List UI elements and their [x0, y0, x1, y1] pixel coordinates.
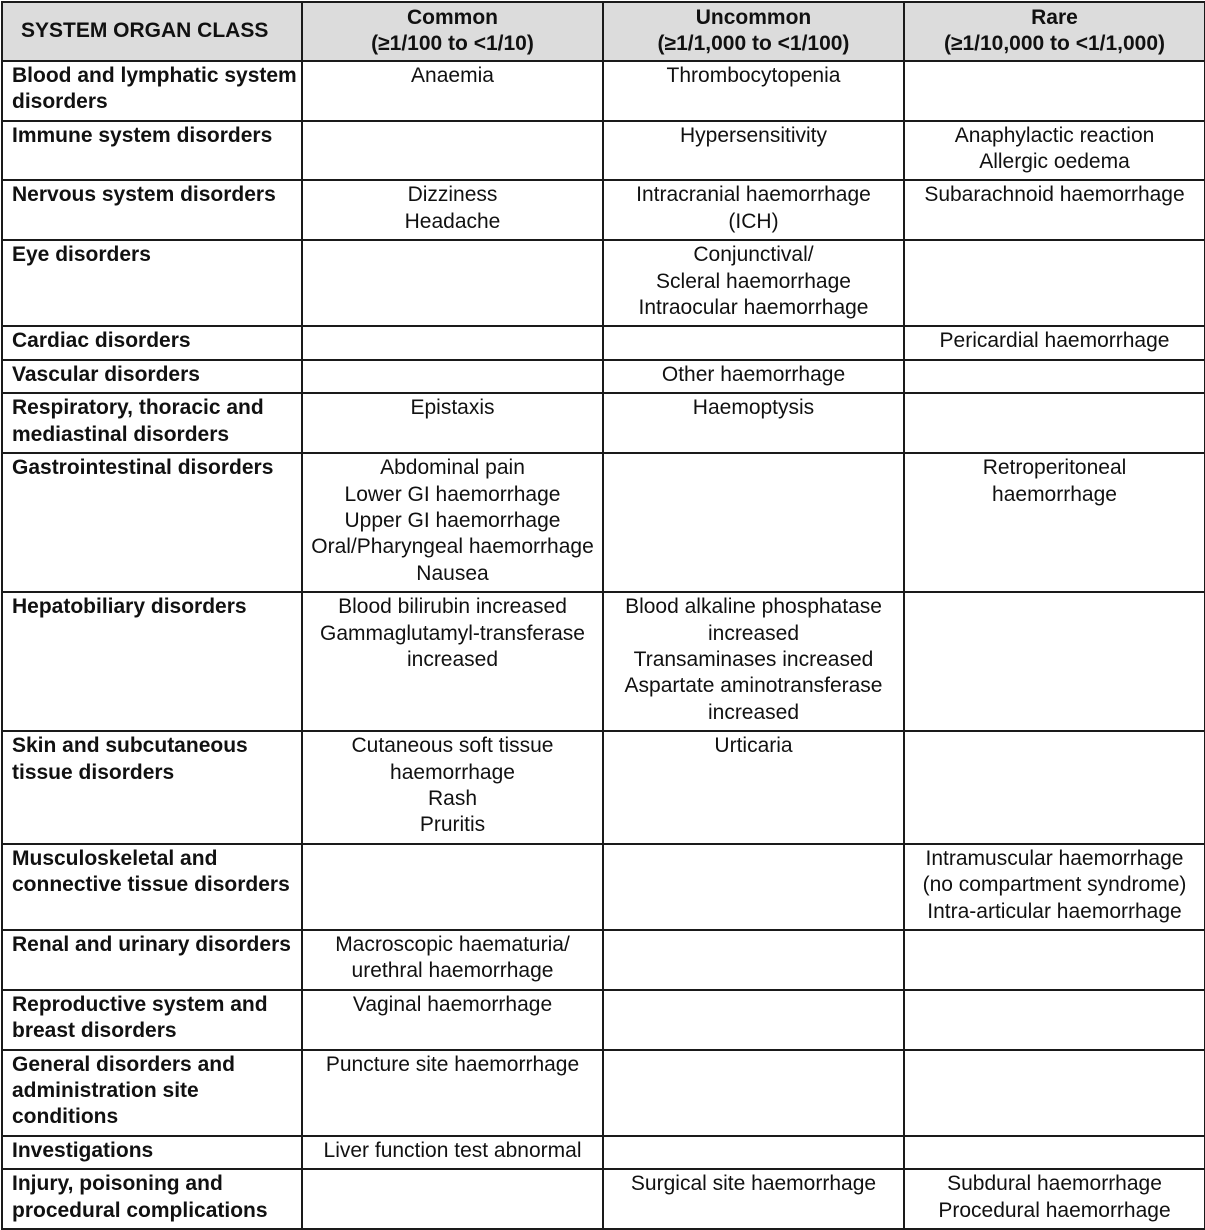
table-row: [2, 180, 1205, 240]
table-row: [2, 1136, 1205, 1169]
rare-frequency-cell: [904, 844, 1205, 930]
column-header-common: [302, 2, 603, 61]
adverse-reaction-term: Vaginal haemorrhage: [352, 992, 553, 1016]
system-organ-class-cell: Nervous system disorders: [2, 180, 302, 240]
adverse-reaction-term: Blood bilirubin increased: [338, 595, 567, 619]
system-organ-class-cell: Skin and subcutaneous tissue disorders: [2, 731, 302, 844]
table-row: [2, 121, 1205, 181]
adverse-reaction-term: Surgical site haemorrhage: [630, 1172, 877, 1196]
adverse-reaction-term: Puncture site haemorrhage: [325, 1052, 580, 1076]
rare-frequency-cell: [904, 1136, 1205, 1169]
system-organ-class-cell: Cardiac disorders: [2, 326, 302, 359]
uncommon-frequency-cell: [603, 990, 904, 1050]
table-row: [2, 930, 1205, 990]
common-frequency-cell: [302, 326, 603, 359]
adverse-reaction-term: Lower GI haemorrhage: [344, 482, 561, 506]
adverse-reaction-term: Allergic oedema: [979, 150, 1130, 174]
common-frequency-cell: [302, 453, 603, 592]
adverse-reaction-term: Macroscopic haematuria/: [335, 933, 570, 956]
adverse-reactions-table: [1, 1, 1205, 1230]
adverse-reaction-term: Intramuscular haemorrhage: [925, 846, 1184, 870]
common-frequency-cell: [302, 990, 603, 1050]
table-body: [2, 61, 1205, 1229]
common-frequency-cell: [302, 61, 603, 121]
adverse-reaction-term: Urticaria: [714, 734, 793, 758]
table-row: [2, 326, 1205, 359]
adverse-reaction-term: Retroperitoneal: [982, 456, 1127, 480]
adverse-reaction-term: Subarachnoid haemorrhage: [924, 183, 1185, 207]
adverse-reaction-term: urethral haemorrhage: [351, 959, 554, 983]
adverse-reaction-term: Nausea: [416, 561, 489, 585]
adverse-reaction-term: Pruritis: [419, 813, 486, 837]
adverse-reaction-term: increased: [406, 647, 499, 671]
common-frequency-cell: [302, 592, 603, 731]
table-row: [2, 990, 1205, 1050]
adverse-reaction-term: Abdominal pain: [380, 456, 525, 480]
rare-frequency-cell: [904, 393, 1205, 453]
rare-frequency-cell: [904, 360, 1205, 393]
system-organ-class-cell: Injury, poisoning and procedural complications: [2, 1169, 302, 1229]
column-header-title: Uncommon: [695, 6, 812, 29]
adverse-reaction-term: Subdural haemorrhage: [947, 1172, 1162, 1196]
column-header-title: Rare: [1031, 6, 1078, 29]
header-row: [2, 2, 1205, 61]
uncommon-frequency-cell: [603, 180, 904, 240]
rare-frequency-cell: [904, 930, 1205, 990]
common-frequency-cell: [302, 393, 603, 453]
rare-frequency-cell: [904, 1169, 1205, 1229]
adverse-reaction-term: Thrombocytopenia: [666, 63, 841, 87]
table-row: [2, 592, 1205, 731]
rare-frequency-cell: [904, 180, 1205, 240]
table-row: [2, 1050, 1205, 1136]
uncommon-frequency-cell: [603, 1136, 904, 1169]
adverse-reaction-term: increased: [707, 700, 800, 724]
adverse-reaction-term: Hypersensitivity: [679, 123, 828, 147]
adverse-reaction-term: Blood alkaline phosphatase: [625, 595, 882, 619]
adverse-reaction-term: Scleral haemorrhage: [656, 269, 851, 293]
uncommon-frequency-cell: [603, 592, 904, 731]
system-organ-class-cell: Hepatobiliary disorders: [2, 592, 302, 731]
adverse-reaction-term: Intraocular haemorrhage: [638, 296, 869, 320]
adverse-reaction-term: Liver function test abnormal: [323, 1138, 582, 1162]
adverse-reaction-term: Intracranial haemorrhage: [636, 183, 871, 207]
uncommon-frequency-cell: [603, 393, 904, 453]
common-frequency-cell: [302, 1050, 603, 1136]
system-organ-class-cell: General disorders and administration site conditions: [2, 1050, 302, 1136]
adverse-reaction-term: Intra-articular haemorrhage: [927, 899, 1182, 923]
adverse-reaction-term: Headache: [404, 209, 501, 233]
adverse-reaction-term: Upper GI haemorrhage: [344, 508, 561, 532]
rare-frequency-cell: [904, 990, 1205, 1050]
adverse-reaction-term: Aspartate aminotransferase: [624, 674, 883, 698]
common-frequency-cell: [302, 844, 603, 930]
common-frequency-cell: [302, 180, 603, 240]
table-row: [2, 1169, 1205, 1229]
system-organ-class-cell: Reproductive system and breast disorders: [2, 990, 302, 1050]
adverse-reaction-term: Gammaglutamyl-transferase: [320, 621, 585, 645]
adverse-reaction-term: haemorrhage: [390, 760, 515, 784]
uncommon-frequency-cell: [603, 326, 904, 359]
rare-frequency-cell: [904, 240, 1205, 326]
rare-frequency-cell: [904, 592, 1205, 731]
uncommon-frequency-cell: [603, 1050, 904, 1136]
table-row: [2, 453, 1205, 592]
adverse-reaction-term: Conjunctival/: [693, 243, 814, 267]
rare-frequency-cell: [904, 453, 1205, 592]
uncommon-frequency-cell: [603, 1169, 904, 1229]
system-organ-class-cell: Immune system disorders: [2, 121, 302, 181]
common-frequency-cell: [302, 1169, 603, 1229]
table-row: [2, 61, 1205, 121]
uncommon-frequency-cell: [603, 121, 904, 181]
table-row: [2, 360, 1205, 393]
column-header-rare: [904, 2, 1205, 61]
rare-frequency-cell: [904, 731, 1205, 844]
column-header-subtitle: (≥1/10,000 to <1/1,000): [943, 32, 1166, 56]
table-row: [2, 393, 1205, 453]
adverse-reaction-term: Rash: [427, 786, 478, 810]
uncommon-frequency-cell: [603, 930, 904, 990]
adverse-reaction-term: Epistaxis: [410, 396, 495, 420]
adverse-reaction-term: Other haemorrhage: [661, 362, 846, 386]
adverse-reaction-term: Haemoptysis: [692, 396, 815, 420]
uncommon-frequency-cell: [603, 61, 904, 121]
adverse-reaction-term: Procedural haemorrhage: [938, 1198, 1171, 1222]
uncommon-frequency-cell: [603, 844, 904, 930]
common-frequency-cell: [302, 121, 603, 181]
common-frequency-cell: [302, 240, 603, 326]
adverse-reaction-term: increased: [707, 621, 800, 645]
system-organ-class-cell: Musculoskeletal and connective tissue disorders: [2, 844, 302, 930]
column-header-system-organ-class: [2, 2, 302, 61]
adverse-reaction-term: Anaphylactic reaction: [954, 123, 1155, 147]
adverse-reaction-term: Pericardial haemorrhage: [939, 329, 1170, 353]
uncommon-frequency-cell: [603, 731, 904, 844]
table-row: [2, 731, 1205, 844]
uncommon-frequency-cell: [603, 240, 904, 326]
common-frequency-cell: [302, 1136, 603, 1169]
column-header-uncommon: [603, 2, 904, 61]
rare-frequency-cell: [904, 61, 1205, 121]
system-organ-class-cell: Gastrointestinal disorders: [2, 453, 302, 592]
system-organ-class-cell: Blood and lymphatic system disorders: [2, 61, 302, 121]
adverse-reaction-term: Transaminases increased: [633, 647, 874, 671]
rare-frequency-cell: [904, 121, 1205, 181]
table-row: [2, 844, 1205, 930]
adverse-reaction-term: Anaemia: [411, 63, 494, 87]
common-frequency-cell: [302, 930, 603, 990]
system-organ-class-cell: Renal and urinary disorders: [2, 930, 302, 990]
column-header-title: Common: [407, 6, 498, 29]
table-row: [2, 240, 1205, 326]
uncommon-frequency-cell: [603, 360, 904, 393]
common-frequency-cell: [302, 731, 603, 844]
rare-frequency-cell: [904, 326, 1205, 359]
adverse-reaction-term: haemorrhage: [992, 482, 1117, 506]
column-header-subtitle: (≥1/100 to <1/10): [371, 32, 534, 56]
system-organ-class-cell: Investigations: [2, 1136, 302, 1169]
common-frequency-cell: [302, 360, 603, 393]
adverse-reaction-term: Oral/Pharyngeal haemorrhage: [311, 535, 594, 559]
adverse-reaction-term: Cutaneous soft tissue: [351, 734, 554, 758]
system-organ-class-cell: Respiratory, thoracic and mediastinal disorders: [2, 393, 302, 453]
adverse-reaction-term: Dizziness: [407, 183, 498, 207]
column-header-subtitle: (≥1/1,000 to <1/100): [657, 32, 850, 56]
rare-frequency-cell: [904, 1050, 1205, 1136]
adverse-reaction-term: (ICH): [728, 209, 779, 233]
uncommon-frequency-cell: [603, 453, 904, 592]
system-organ-class-cell: Eye disorders: [2, 240, 302, 326]
column-header-title: SYSTEM ORGAN CLASS: [21, 19, 269, 43]
system-organ-class-cell: Vascular disorders: [2, 360, 302, 393]
adverse-reaction-term: (no compartment syndrome): [922, 873, 1187, 897]
